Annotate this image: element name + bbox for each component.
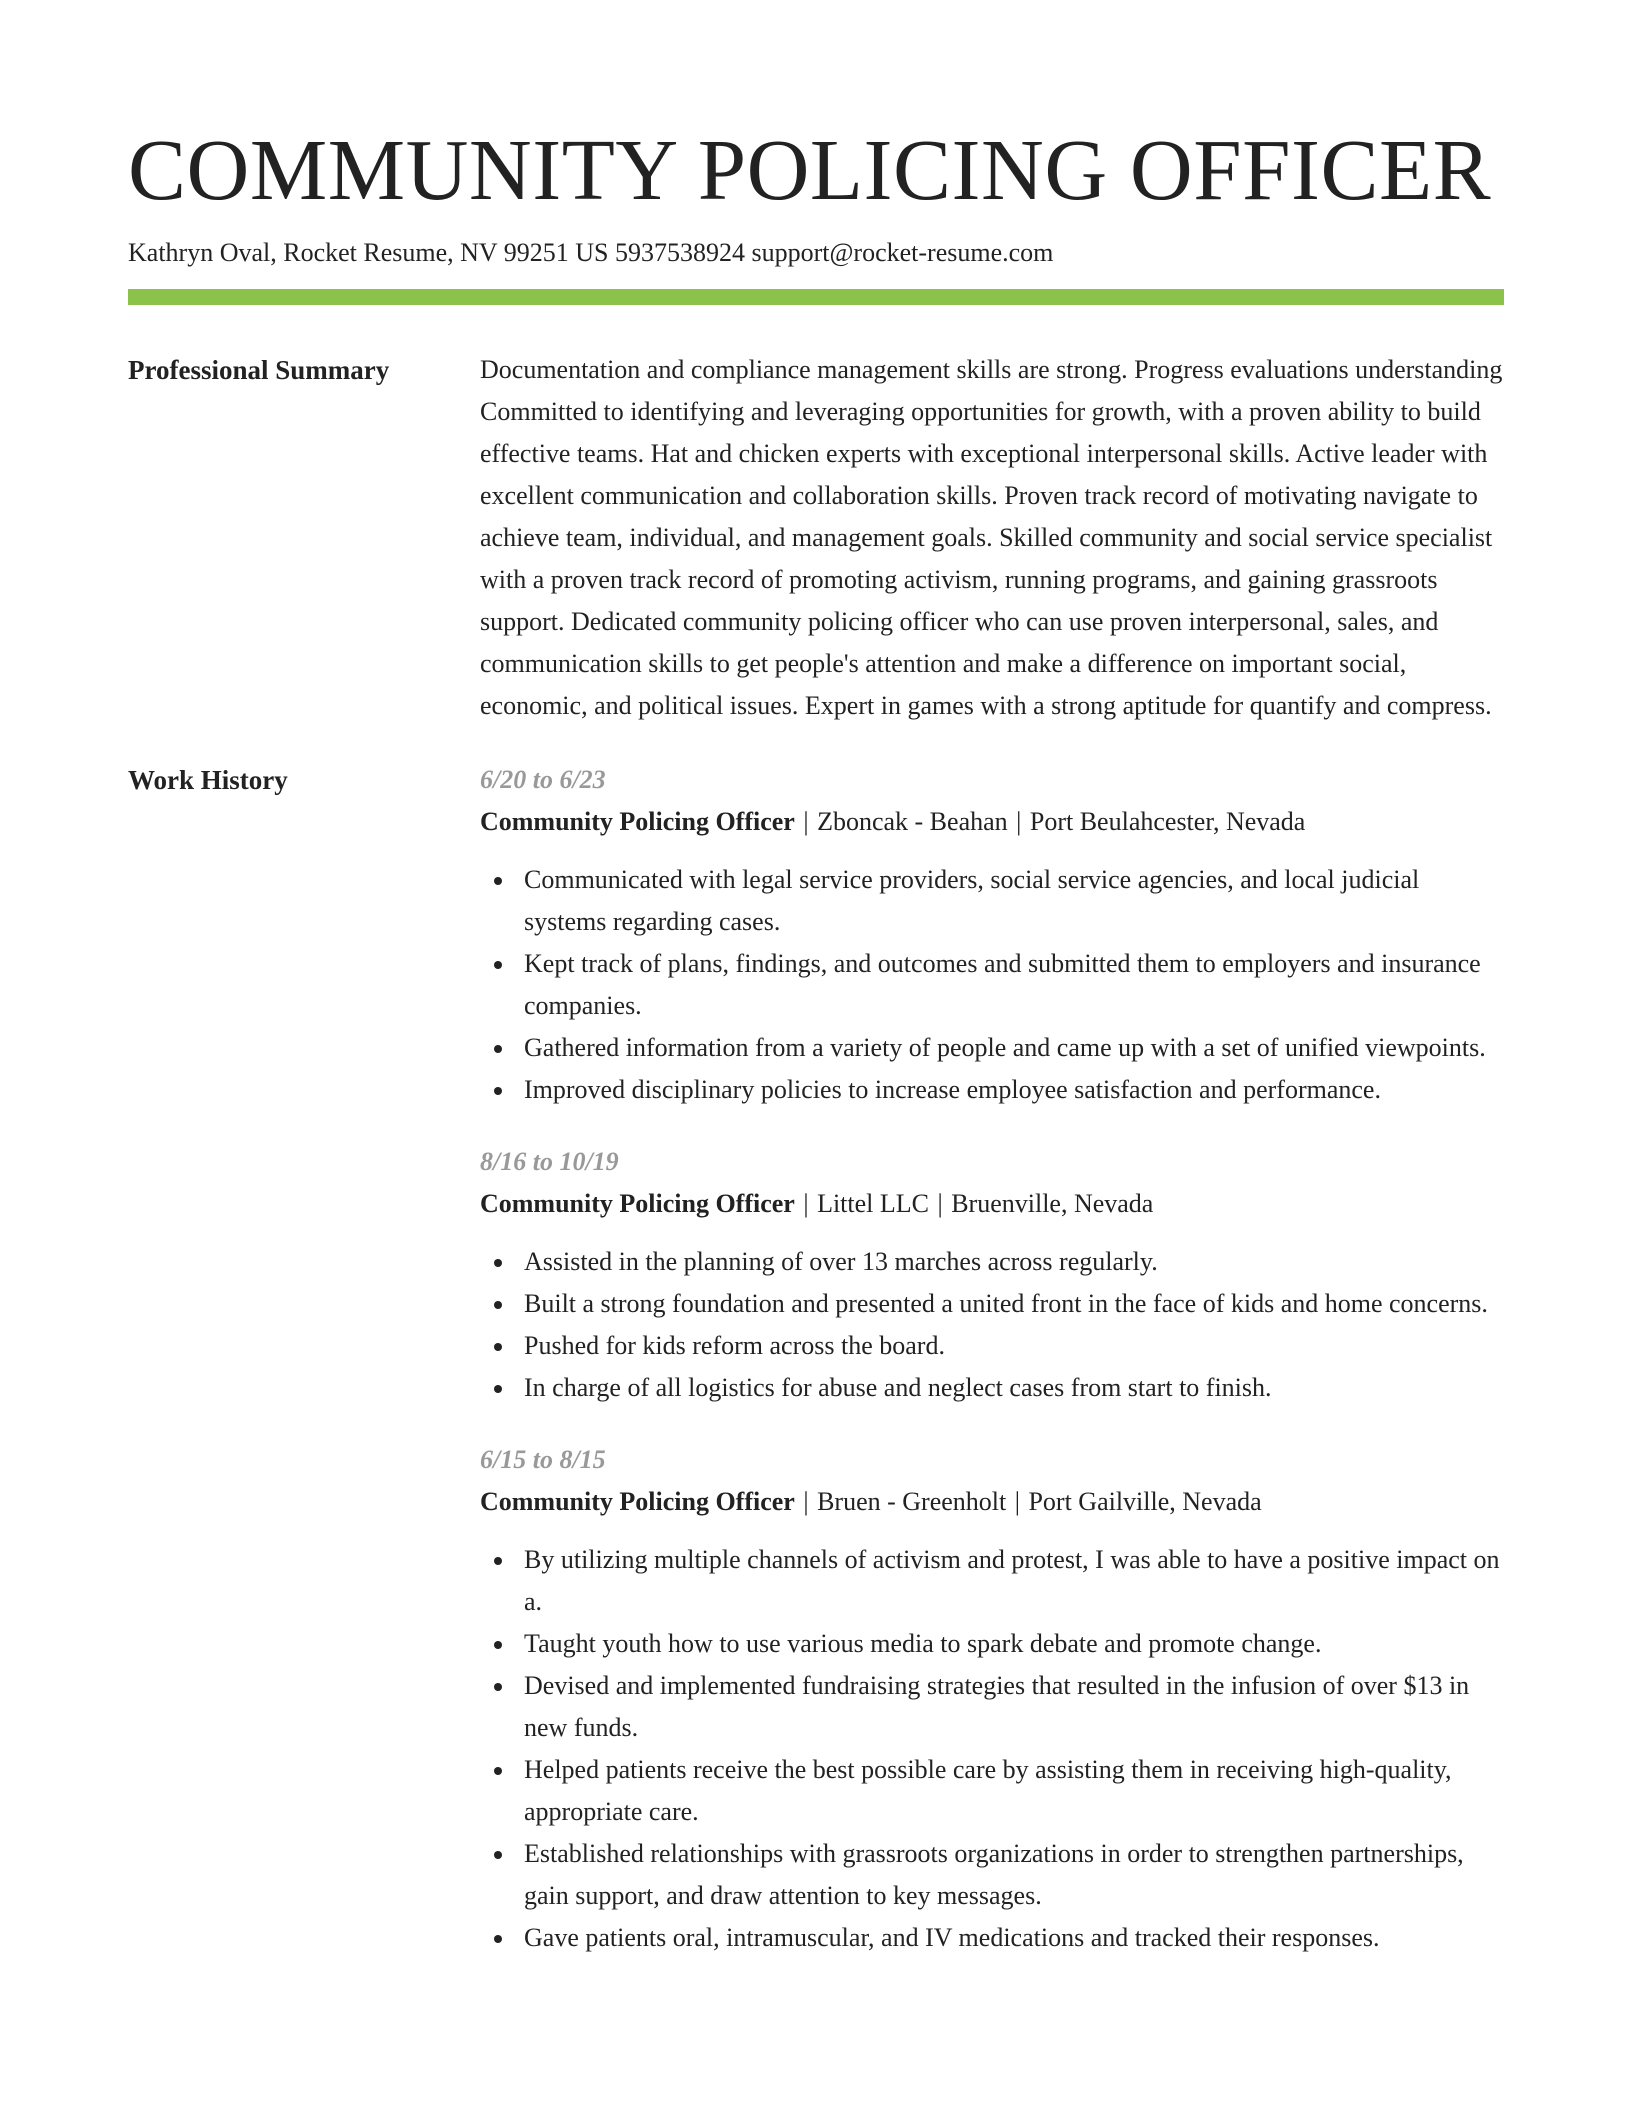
contact-location: NV 99251 US	[460, 238, 609, 267]
separator: |	[803, 1487, 809, 1516]
job-dates: 6/20 to 6/23	[480, 765, 606, 794]
job-dates: 8/16 to 10/19	[480, 1147, 619, 1176]
job-bullet: Pushed for kids reform across the board.	[524, 1325, 1504, 1367]
contact-phone: 5937538924	[614, 238, 745, 267]
resume-title: COMMUNITY POLICING OFFICER	[128, 121, 1492, 218]
job-title: Community Policing Officer	[480, 1487, 795, 1516]
section-label-summary: Professional Summary	[128, 355, 390, 385]
job-bullet: Gave patients oral, intramuscular, and IV medications and tracked their responses.	[524, 1917, 1504, 1959]
job-entry	[480, 759, 1504, 1111]
job-location: Port Beulahcester, Nevada	[1029, 807, 1306, 836]
separator: |	[1016, 807, 1022, 836]
work-history-section	[128, 759, 1504, 1989]
job-bullet: By utilizing multiple channels of activism and protest, I was able to have a positive impact on a.	[524, 1539, 1504, 1623]
header-accent-rule	[128, 289, 1504, 305]
contact-line	[128, 236, 1504, 270]
job-location: Port Gailville, Nevada	[1028, 1487, 1262, 1516]
separator: |	[803, 1189, 809, 1218]
job-entry	[480, 1141, 1504, 1409]
separator: |	[803, 807, 809, 836]
job-bullet: Improved disciplinary policies to increase employee satisfaction and performance.	[524, 1069, 1504, 1111]
job-bullet: Helped patients receive the best possible care by assisting them in receiving high-quality, appropriate care.	[524, 1749, 1504, 1833]
job-bullet-list	[480, 859, 1504, 1111]
separator: |	[937, 1189, 943, 1218]
job-dates: 6/15 to 8/15	[480, 1445, 606, 1474]
separator: |	[1014, 1487, 1020, 1516]
job-heading	[480, 1183, 1504, 1225]
job-location: Bruenville, Nevada	[951, 1189, 1154, 1218]
job-company: Bruen - Greenholt	[817, 1487, 1007, 1516]
contact-name-company: Kathryn Oval, Rocket Resume,	[128, 238, 454, 267]
professional-summary-section	[128, 349, 1504, 727]
job-company: Zboncak - Beahan	[817, 807, 1008, 836]
section-label-work-history: Work History	[128, 765, 288, 795]
job-bullet: Gathered information from a variety of people and came up with a set of unified viewpoints.	[524, 1027, 1504, 1069]
job-bullet-list	[480, 1241, 1504, 1409]
summary-text: Documentation and compliance management skills are strong. Progress evaluations understanding Committed to identifying and leveraging opportunities for growth, with a proven ability to build effective teams. Hat and chicken experts with exceptional interpersonal skills. Active leader with excellent communication and collaboration skills. Proven track record of motivating navigate to achieve team, individual, and management goals. Skilled community and social service specialist with a proven track record of promoting activism, running programs, and gaining grassroots support. Dedicated community policing officer who can use proven interpersonal, sales, and communication skills to get people's attention and make a difference on important social, economic, and political issues. Expert in games with a strong aptitude for quantify and compress.	[480, 355, 1503, 720]
work-history-body	[480, 759, 1504, 1989]
summary-body	[480, 349, 1504, 727]
job-bullet: Built a strong foundation and presented a united front in the face of kids and home concerns.	[524, 1283, 1504, 1325]
job-heading	[480, 1481, 1504, 1523]
job-company: Littel LLC	[817, 1189, 929, 1218]
job-bullet-list	[480, 1539, 1504, 1959]
job-bullet: Established relationships with grassroots organizations in order to strengthen partnerships, gain support, and draw attention to key messages.	[524, 1833, 1504, 1917]
job-title: Community Policing Officer	[480, 1189, 795, 1218]
job-title: Community Policing Officer	[480, 807, 795, 836]
job-bullet: Communicated with legal service providers, social service agencies, and local judicial systems regarding cases.	[524, 859, 1504, 943]
contact-email: support@rocket-resume.com	[751, 238, 1054, 267]
job-bullet: Devised and implemented fundraising strategies that resulted in the infusion of over $13 in new funds.	[524, 1665, 1504, 1749]
job-bullet: Kept track of plans, findings, and outcomes and submitted them to employers and insurance companies.	[524, 943, 1504, 1027]
resume-page	[128, 0, 1504, 1989]
job-entry	[480, 1439, 1504, 1959]
job-heading	[480, 801, 1504, 843]
job-bullet: Taught youth how to use various media to spark debate and promote change.	[524, 1623, 1504, 1665]
job-bullet: In charge of all logistics for abuse and neglect cases from start to finish.	[524, 1367, 1504, 1409]
job-bullet: Assisted in the planning of over 13 marches across regularly.	[524, 1241, 1504, 1283]
